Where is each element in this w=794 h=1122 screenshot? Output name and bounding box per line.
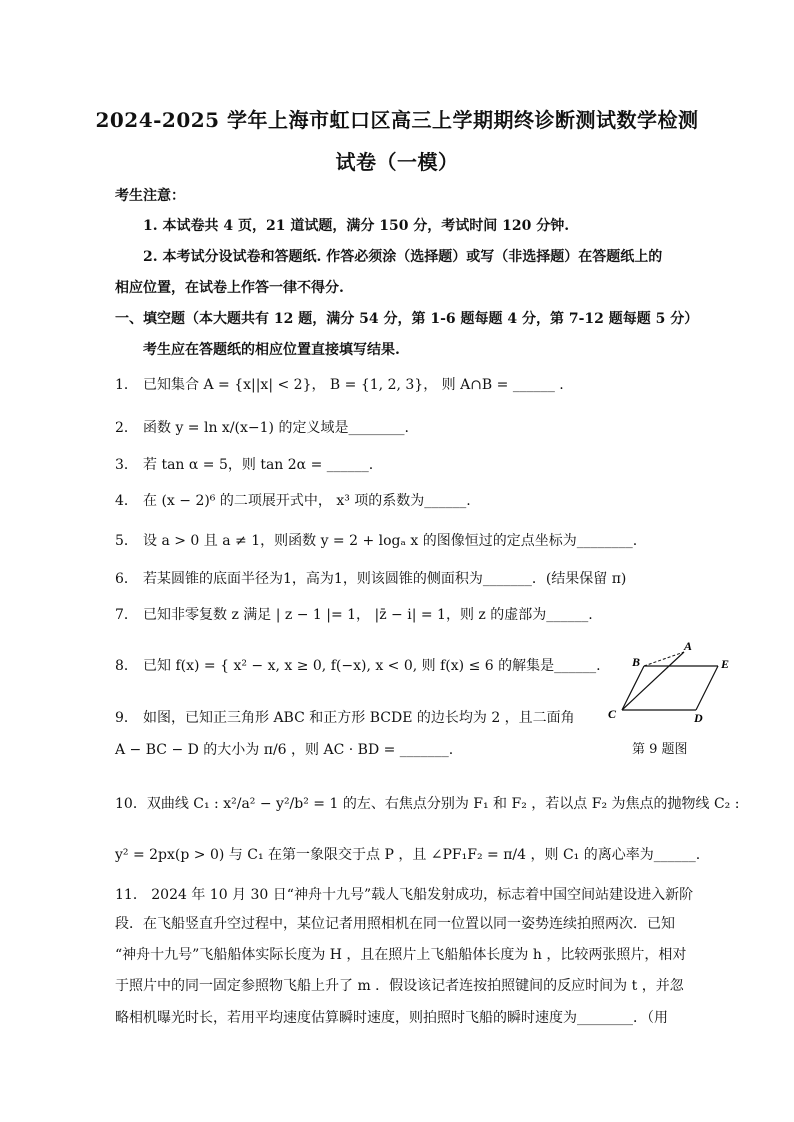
question-11-line-5: 略相机曝光时长，若用平均速度估算瞬时速度，则拍照时飞船的瞬时速度为________．（用 [115, 1010, 668, 1026]
question-9-figure [600, 638, 750, 728]
question-number: 7． [115, 607, 138, 623]
question-4 [115, 491, 471, 511]
notice-item-2-line-1: 2. 本考试分设试卷和答题纸. 作答必须涂（选择题）或写（非选择题）在答题纸上的 [143, 249, 663, 265]
question-11-line-2: 段．在飞船竖直升空过程中，某位记者用照相机在同一位置以同一姿势连续拍照两次．已知 [115, 916, 675, 932]
question-9-line-2: A − BC − D 的大小为 π/6 ，则 AC · BD = _______. [115, 742, 454, 758]
edge-ed [696, 666, 718, 710]
question-text: 已知非零复数 z 满足 | z − 1 |= 1， |z̄ − i| = 1，则 z 的虚部为______. [143, 607, 593, 623]
question-1 [115, 375, 564, 395]
question-text: 双曲线 C₁ : x²/a² − y²/b² = 1 的左、右焦点分别为 F₁ 和 F₂ ，若以点 F₂ 为焦点的抛物线 C₂ : [146, 796, 740, 812]
question-text: 在 (x − 2)⁶ 的二项展开式中， x³ 项的系数为______. [143, 493, 471, 509]
question-number: 10． [115, 796, 147, 812]
edge-cb [622, 666, 644, 710]
question-7 [115, 605, 593, 625]
question-text: 函数 y = ln x/(x−1) 的定义域是________. [143, 420, 409, 436]
question-10-line-2: y² = 2px(p > 0) 与 C₁ 在第一象限交于点 P ，且 ∠PF₁F₂ = π/4 ，则 C₁ 的离心率为______. [115, 847, 701, 863]
notice-item-1: 1. 本试卷共 4 页，21 道试题，满分 150 分，考试时间 120 分钟. [143, 218, 570, 234]
question-number: 1． [115, 377, 138, 393]
question-10-line-1 [115, 794, 739, 814]
question-number: 3． [115, 457, 138, 473]
question-2 [115, 418, 409, 438]
question-5 [115, 531, 637, 551]
question-9-line-1 [115, 708, 575, 728]
notice-heading: 考生注意： [115, 188, 185, 204]
notice-item-2-line-2: 相应位置，在试卷上作答一律不得分. [115, 280, 344, 296]
figure-caption: 第 9 题图 [632, 742, 688, 757]
question-8 [115, 656, 601, 676]
edge-ba [644, 652, 684, 666]
question-number: 11． [115, 887, 147, 903]
page-title-line-1: 2024-2025 学年上海市虹口区高三上学期期终诊断测试数学检测 [95, 108, 699, 132]
question-number: 4． [115, 493, 138, 509]
question-text: 设 a > 0 且 a ≠ 1，则函数 y = 2 + logₐ x 的图像恒过的定点坐标为________. [143, 533, 638, 549]
question-number: 9． [115, 710, 138, 726]
question-11-line-1 [115, 885, 693, 905]
question-number: 5． [115, 533, 138, 549]
question-text: 若某圆锥的底面半径为1，高为1，则该圆锥的侧面积为_______．(结果保留 π) [143, 571, 627, 587]
label-c: C [608, 707, 617, 721]
question-number: 8． [115, 658, 138, 674]
question-3 [115, 455, 373, 475]
question-6 [115, 569, 626, 589]
question-11-line-4: 于照片中的同一固定参照物飞船上升了 m ．假设该记者连按拍照键间的反应时间为 t ，并忽 [115, 978, 684, 994]
question-text: 如图，已知正三角形 ABC 和正方形 BCDE 的边长均为 2 ，且二面角 [143, 710, 575, 726]
label-e: E [721, 657, 730, 671]
question-11-line-3: “神舟十九号”飞船船体实际长度为 H ，且在照片上飞船船体长度为 h ，比较两张照片，相对 [115, 947, 687, 963]
question-text: 已知 f(x) = { x² − x, x ≥ 0, f(−x), x < 0, 则 f(x) ≤ 6 的解集是______. [143, 658, 601, 674]
question-text: 若 tan α = 5，则 tan 2α = ______. [143, 457, 374, 473]
label-a: A [684, 639, 693, 653]
label-d: D [694, 711, 703, 725]
question-number: 6． [115, 571, 138, 587]
question-text: 2024 年 10 月 30 日“神舟十九号”载人飞船发射成功，标志着中国空间站建设进入新阶 [146, 887, 694, 903]
question-text: 已知集合 A = {x||x| < 2}， B = {1, 2, 3}， 则 A∩B = ______ . [143, 377, 564, 393]
label-b: B [632, 655, 641, 669]
page-title-line-2: 试卷（一模） [335, 150, 459, 174]
section-1-heading: 一、填空题（本大题共有 12 题，满分 54 分，第 1-6 题每题 4 分，第 7-12 题每题 5 分） [115, 311, 699, 327]
section-1-instruction: 考生应在答题纸的相应位置直接填写结果. [143, 342, 400, 358]
question-number: 2． [115, 420, 138, 436]
